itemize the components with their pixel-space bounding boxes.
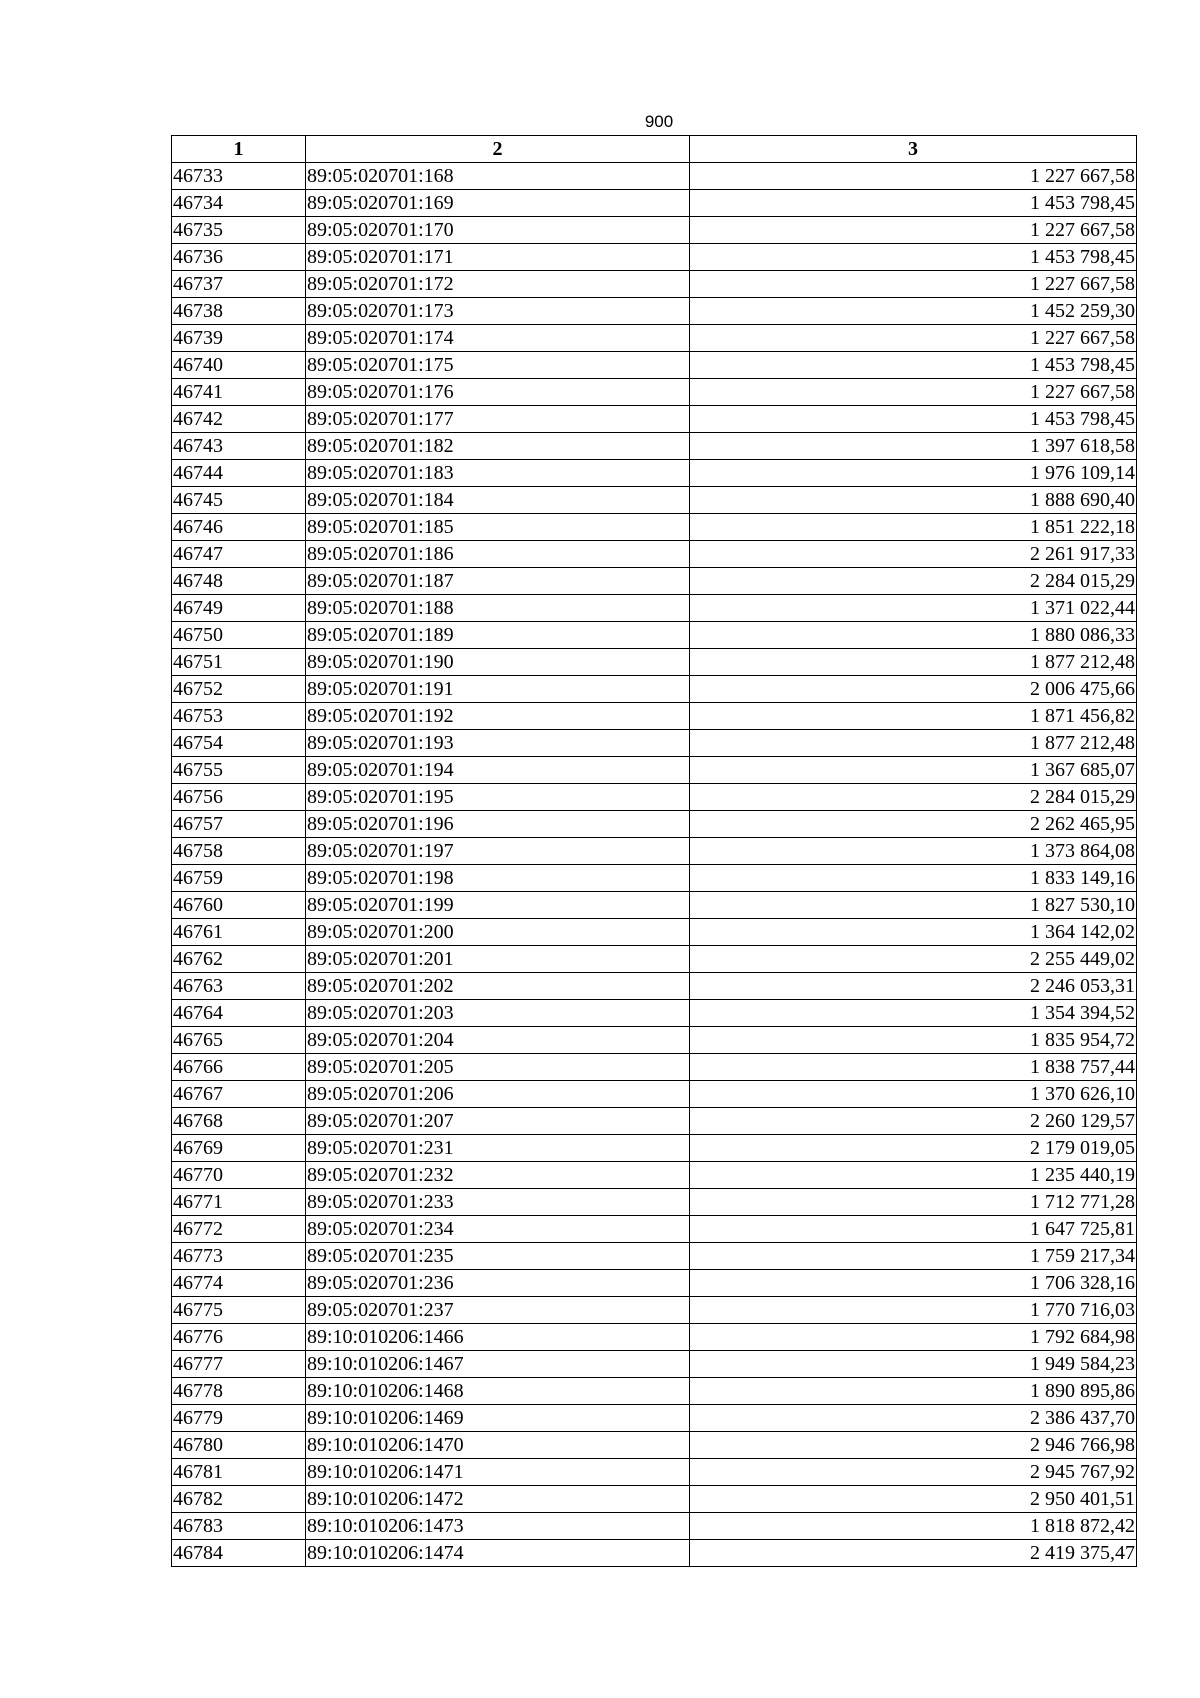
- cadastral-number-cell: 89:05:020701:234: [306, 1216, 690, 1243]
- row-number-cell: 46734: [172, 190, 306, 217]
- table-row: [172, 1540, 1137, 1567]
- table-row: [172, 676, 1137, 703]
- table-row: [172, 892, 1137, 919]
- cadastral-number-cell: 89:05:020701:194: [306, 757, 690, 784]
- table-row: [172, 1405, 1137, 1432]
- cadastral-number-cell: 89:05:020701:203: [306, 1000, 690, 1027]
- row-number-cell: 46775: [172, 1297, 306, 1324]
- value-cell: 1 367 685,07: [690, 757, 1137, 784]
- cadastral-number-cell: 89:05:020701:176: [306, 379, 690, 406]
- row-number-cell: 46779: [172, 1405, 306, 1432]
- table-row: [172, 406, 1137, 433]
- cadastral-number-cell: 89:10:010206:1474: [306, 1540, 690, 1567]
- table-header-row: [172, 136, 1137, 163]
- row-number-cell: 46782: [172, 1486, 306, 1513]
- column-header-2: 2: [306, 136, 690, 163]
- cadastral-number-cell: 89:05:020701:237: [306, 1297, 690, 1324]
- row-number-cell: 46755: [172, 757, 306, 784]
- row-number-cell: 46770: [172, 1162, 306, 1189]
- table-row: [172, 487, 1137, 514]
- value-cell: 1 227 667,58: [690, 379, 1137, 406]
- value-cell: 2 419 375,47: [690, 1540, 1137, 1567]
- table-row: [172, 1378, 1137, 1405]
- table-row: [172, 379, 1137, 406]
- row-number-cell: 46781: [172, 1459, 306, 1486]
- value-cell: 1 833 149,16: [690, 865, 1137, 892]
- row-number-cell: 46768: [172, 1108, 306, 1135]
- value-cell: 2 261 917,33: [690, 541, 1137, 568]
- row-number-cell: 46748: [172, 568, 306, 595]
- value-cell: 2 262 465,95: [690, 811, 1137, 838]
- row-number-cell: 46747: [172, 541, 306, 568]
- table-row: [172, 622, 1137, 649]
- row-number-cell: 46757: [172, 811, 306, 838]
- cadastral-number-cell: 89:05:020701:233: [306, 1189, 690, 1216]
- cadastral-number-cell: 89:05:020701:186: [306, 541, 690, 568]
- value-cell: 1 227 667,58: [690, 217, 1137, 244]
- cadastral-number-cell: 89:10:010206:1466: [306, 1324, 690, 1351]
- row-number-cell: 46739: [172, 325, 306, 352]
- value-cell: 2 006 475,66: [690, 676, 1137, 703]
- row-number-cell: 46773: [172, 1243, 306, 1270]
- table-body: [172, 163, 1137, 1567]
- row-number-cell: 46756: [172, 784, 306, 811]
- value-cell: 2 946 766,98: [690, 1432, 1137, 1459]
- cadastral-number-cell: 89:05:020701:189: [306, 622, 690, 649]
- cadastral-number-cell: 89:05:020701:191: [306, 676, 690, 703]
- value-cell: 1 453 798,45: [690, 352, 1137, 379]
- row-number-cell: 46741: [172, 379, 306, 406]
- cadastral-number-cell: 89:05:020701:182: [306, 433, 690, 460]
- value-cell: 1 949 584,23: [690, 1351, 1137, 1378]
- table-row: [172, 1351, 1137, 1378]
- cadastral-number-cell: 89:05:020701:172: [306, 271, 690, 298]
- cadastral-number-cell: 89:05:020701:169: [306, 190, 690, 217]
- value-cell: 1 835 954,72: [690, 1027, 1137, 1054]
- value-cell: 2 284 015,29: [690, 568, 1137, 595]
- table-row: [172, 1513, 1137, 1540]
- row-number-cell: 46774: [172, 1270, 306, 1297]
- value-cell: 2 246 053,31: [690, 973, 1137, 1000]
- value-cell: 1 877 212,48: [690, 730, 1137, 757]
- value-cell: 1 397 618,58: [690, 433, 1137, 460]
- table-row: [172, 1243, 1137, 1270]
- cadastral-number-cell: 89:10:010206:1469: [306, 1405, 690, 1432]
- row-number-cell: 46764: [172, 1000, 306, 1027]
- row-number-cell: 46754: [172, 730, 306, 757]
- value-cell: 2 386 437,70: [690, 1405, 1137, 1432]
- column-header-1: 1: [172, 136, 306, 163]
- row-number-cell: 46761: [172, 919, 306, 946]
- value-cell: 1 770 716,03: [690, 1297, 1137, 1324]
- cadastral-number-cell: 89:05:020701:196: [306, 811, 690, 838]
- cadastral-number-cell: 89:10:010206:1470: [306, 1432, 690, 1459]
- cadastral-number-cell: 89:10:010206:1471: [306, 1459, 690, 1486]
- value-cell: 2 255 449,02: [690, 946, 1137, 973]
- row-number-cell: 46758: [172, 838, 306, 865]
- cadastral-number-cell: 89:10:010206:1473: [306, 1513, 690, 1540]
- row-number-cell: 46749: [172, 595, 306, 622]
- row-number-cell: 46784: [172, 1540, 306, 1567]
- row-number-cell: 46760: [172, 892, 306, 919]
- value-cell: 1 453 798,45: [690, 244, 1137, 271]
- cadastral-number-cell: 89:05:020701:184: [306, 487, 690, 514]
- table-row: [172, 1486, 1137, 1513]
- row-number-cell: 46737: [172, 271, 306, 298]
- table-row: [172, 1054, 1137, 1081]
- value-cell: 2 260 129,57: [690, 1108, 1137, 1135]
- value-cell: 1 890 895,86: [690, 1378, 1137, 1405]
- cadastral-number-cell: 89:05:020701:190: [306, 649, 690, 676]
- cadastral-number-cell: 89:10:010206:1467: [306, 1351, 690, 1378]
- table-row: [172, 1459, 1137, 1486]
- value-cell: 1 871 456,82: [690, 703, 1137, 730]
- table-row: [172, 1027, 1137, 1054]
- row-number-cell: 46762: [172, 946, 306, 973]
- value-cell: 1 880 086,33: [690, 622, 1137, 649]
- value-cell: 1 712 771,28: [690, 1189, 1137, 1216]
- table-row: [172, 1270, 1137, 1297]
- cadastral-number-cell: 89:05:020701:205: [306, 1054, 690, 1081]
- table-row: [172, 919, 1137, 946]
- cadastral-number-cell: 89:05:020701:201: [306, 946, 690, 973]
- cadastral-number-cell: 89:05:020701:185: [306, 514, 690, 541]
- table-row: [172, 541, 1137, 568]
- table-row: [172, 433, 1137, 460]
- table-row: [172, 865, 1137, 892]
- table-row: [172, 325, 1137, 352]
- table-row: [172, 190, 1137, 217]
- row-number-cell: 46750: [172, 622, 306, 649]
- cadastral-number-cell: 89:05:020701:175: [306, 352, 690, 379]
- value-cell: 1 227 667,58: [690, 325, 1137, 352]
- value-cell: 1 364 142,02: [690, 919, 1137, 946]
- value-cell: 1 818 872,42: [690, 1513, 1137, 1540]
- value-cell: 1 227 667,58: [690, 163, 1137, 190]
- table-row: [172, 784, 1137, 811]
- row-number-cell: 46763: [172, 973, 306, 1000]
- row-number-cell: 46769: [172, 1135, 306, 1162]
- table-row: [172, 352, 1137, 379]
- table-row: [172, 568, 1137, 595]
- cadastral-number-cell: 89:05:020701:197: [306, 838, 690, 865]
- value-cell: 1 706 328,16: [690, 1270, 1137, 1297]
- cadastral-number-cell: 89:05:020701:236: [306, 1270, 690, 1297]
- value-cell: 1 827 530,10: [690, 892, 1137, 919]
- row-number-cell: 46743: [172, 433, 306, 460]
- cadastral-number-cell: 89:05:020701:199: [306, 892, 690, 919]
- value-cell: 1 227 667,58: [690, 271, 1137, 298]
- value-cell: 1 976 109,14: [690, 460, 1137, 487]
- row-number-cell: 46733: [172, 163, 306, 190]
- value-cell: 1 851 222,18: [690, 514, 1137, 541]
- table-row: [172, 1081, 1137, 1108]
- row-number-cell: 46740: [172, 352, 306, 379]
- value-cell: 2 950 401,51: [690, 1486, 1137, 1513]
- cadastral-number-cell: 89:05:020701:168: [306, 163, 690, 190]
- cadastral-number-cell: 89:05:020701:192: [306, 703, 690, 730]
- cadastral-number-cell: 89:05:020701:232: [306, 1162, 690, 1189]
- table-row: [172, 244, 1137, 271]
- value-cell: 1 888 690,40: [690, 487, 1137, 514]
- value-cell: 1 354 394,52: [690, 1000, 1137, 1027]
- value-cell: 1 877 212,48: [690, 649, 1137, 676]
- value-cell: 1 838 757,44: [690, 1054, 1137, 1081]
- table-row: [172, 703, 1137, 730]
- table-row: [172, 946, 1137, 973]
- value-cell: 1 792 684,98: [690, 1324, 1137, 1351]
- table-row: [172, 1108, 1137, 1135]
- value-cell: 2 945 767,92: [690, 1459, 1137, 1486]
- table-row: [172, 298, 1137, 325]
- table-row: [172, 730, 1137, 757]
- data-table: [171, 135, 1137, 1567]
- table-row: [172, 271, 1137, 298]
- table-row: [172, 757, 1137, 784]
- cadastral-number-cell: 89:05:020701:177: [306, 406, 690, 433]
- row-number-cell: 46751: [172, 649, 306, 676]
- cadastral-number-cell: 89:05:020701:231: [306, 1135, 690, 1162]
- value-cell: 1 235 440,19: [690, 1162, 1137, 1189]
- table-row: [172, 163, 1137, 190]
- column-header-3: 3: [690, 136, 1137, 163]
- row-number-cell: 46752: [172, 676, 306, 703]
- cadastral-number-cell: 89:05:020701:207: [306, 1108, 690, 1135]
- cadastral-number-cell: 89:05:020701:187: [306, 568, 690, 595]
- table-row: [172, 649, 1137, 676]
- value-cell: 1 452 259,30: [690, 298, 1137, 325]
- cadastral-number-cell: 89:05:020701:183: [306, 460, 690, 487]
- table-row: [172, 460, 1137, 487]
- cadastral-number-cell: 89:05:020701:188: [306, 595, 690, 622]
- row-number-cell: 46746: [172, 514, 306, 541]
- row-number-cell: 46783: [172, 1513, 306, 1540]
- row-number-cell: 46772: [172, 1216, 306, 1243]
- cadastral-number-cell: 89:10:010206:1468: [306, 1378, 690, 1405]
- value-cell: 2 179 019,05: [690, 1135, 1137, 1162]
- row-number-cell: 46736: [172, 244, 306, 271]
- cadastral-number-cell: 89:05:020701:235: [306, 1243, 690, 1270]
- value-cell: 1 370 626,10: [690, 1081, 1137, 1108]
- table-row: [172, 217, 1137, 244]
- table-row: [172, 1297, 1137, 1324]
- table-row: [172, 1000, 1137, 1027]
- cadastral-number-cell: 89:05:020701:206: [306, 1081, 690, 1108]
- value-cell: 1 453 798,45: [690, 406, 1137, 433]
- row-number-cell: 46778: [172, 1378, 306, 1405]
- value-cell: 1 453 798,45: [690, 190, 1137, 217]
- row-number-cell: 46777: [172, 1351, 306, 1378]
- table-row: [172, 838, 1137, 865]
- value-cell: 1 647 725,81: [690, 1216, 1137, 1243]
- cadastral-number-cell: 89:05:020701:204: [306, 1027, 690, 1054]
- table-row: [172, 1135, 1137, 1162]
- row-number-cell: 46738: [172, 298, 306, 325]
- cadastral-number-cell: 89:05:020701:170: [306, 217, 690, 244]
- table-row: [172, 514, 1137, 541]
- row-number-cell: 46766: [172, 1054, 306, 1081]
- cadastral-number-cell: 89:05:020701:200: [306, 919, 690, 946]
- cadastral-number-cell: 89:05:020701:202: [306, 973, 690, 1000]
- row-number-cell: 46780: [172, 1432, 306, 1459]
- table-row: [172, 1216, 1137, 1243]
- page-number: 900: [644, 112, 674, 131]
- cadastral-number-cell: 89:05:020701:193: [306, 730, 690, 757]
- row-number-cell: 46767: [172, 1081, 306, 1108]
- row-number-cell: 46753: [172, 703, 306, 730]
- table-row: [172, 1189, 1137, 1216]
- cadastral-number-cell: 89:05:020701:195: [306, 784, 690, 811]
- value-cell: 1 759 217,34: [690, 1243, 1137, 1270]
- value-cell: 1 371 022,44: [690, 595, 1137, 622]
- row-number-cell: 46735: [172, 217, 306, 244]
- cadastral-number-cell: 89:05:020701:171: [306, 244, 690, 271]
- table-row: [172, 973, 1137, 1000]
- row-number-cell: 46759: [172, 865, 306, 892]
- table-row: [172, 1162, 1137, 1189]
- value-cell: 2 284 015,29: [690, 784, 1137, 811]
- cadastral-number-cell: 89:05:020701:174: [306, 325, 690, 352]
- row-number-cell: 46765: [172, 1027, 306, 1054]
- row-number-cell: 46771: [172, 1189, 306, 1216]
- value-cell: 1 373 864,08: [690, 838, 1137, 865]
- table-row: [172, 1432, 1137, 1459]
- table-row: [172, 1324, 1137, 1351]
- table-row: [172, 811, 1137, 838]
- row-number-cell: 46776: [172, 1324, 306, 1351]
- row-number-cell: 46742: [172, 406, 306, 433]
- cadastral-number-cell: 89:05:020701:173: [306, 298, 690, 325]
- row-number-cell: 46744: [172, 460, 306, 487]
- table-row: [172, 595, 1137, 622]
- row-number-cell: 46745: [172, 487, 306, 514]
- cadastral-number-cell: 89:10:010206:1472: [306, 1486, 690, 1513]
- cadastral-number-cell: 89:05:020701:198: [306, 865, 690, 892]
